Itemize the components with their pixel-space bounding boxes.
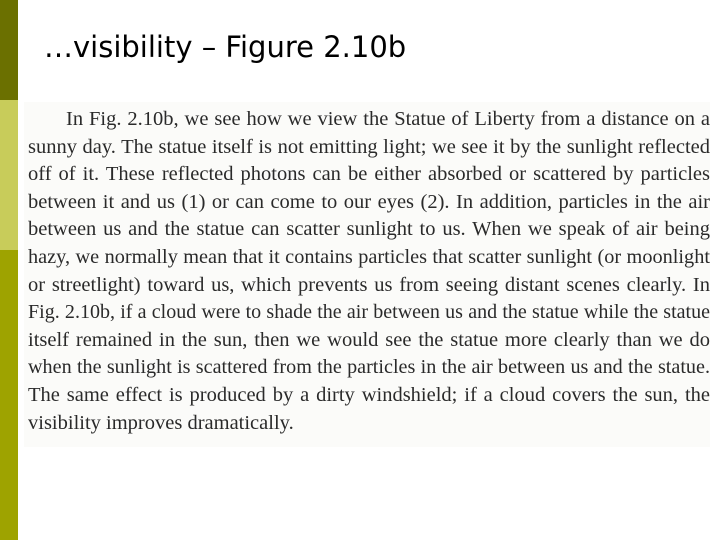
text-line: In Fig. 2.10b, we see how we view the Statue of Liberty from a distance on a <box>66 108 710 130</box>
text-line: visibility improves dramatically. <box>28 411 294 434</box>
accent-bar-middle <box>0 100 18 250</box>
text-line: Fig. 2.10b, if a cloud were to shade the air between us and the statue while the statue <box>28 301 710 324</box>
slide-title: …visibility – Figure 2.10b <box>44 30 407 64</box>
text-line: off of it. These reflected photons can be either absorbed or scattered by particles <box>28 163 710 186</box>
text-line: between us and the statue can scatter sunlight to us. When we speak of air being <box>28 218 710 241</box>
text-line: between it and us (1) or can come to our eyes (2). In addition, particles in the air <box>28 190 710 213</box>
text-line: sunny day. The statue itself is not emitting light; we see it by the sunlight reflected <box>28 135 710 158</box>
accent-bar-top <box>0 0 18 100</box>
text-line: The same effect is produced by a dirty windshield; if a cloud covers the sun, the <box>28 384 710 406</box>
scanned-text-image <box>24 102 710 447</box>
left-accent-bar <box>0 0 18 540</box>
text-line: itself remained in the sun, then we would see the statue more clearly than we do <box>28 328 710 351</box>
accent-bar-bottom <box>0 250 18 540</box>
text-line: or streetlight) toward us, which prevents us from seeing distant scenes clearly. In <box>28 273 710 296</box>
text-line: hazy, we normally mean that it contains particles that scatter sunlight (or moonlight <box>28 246 710 268</box>
text-line: when the sunlight is scattered from the particles in the air between us and the statue. <box>28 356 710 379</box>
